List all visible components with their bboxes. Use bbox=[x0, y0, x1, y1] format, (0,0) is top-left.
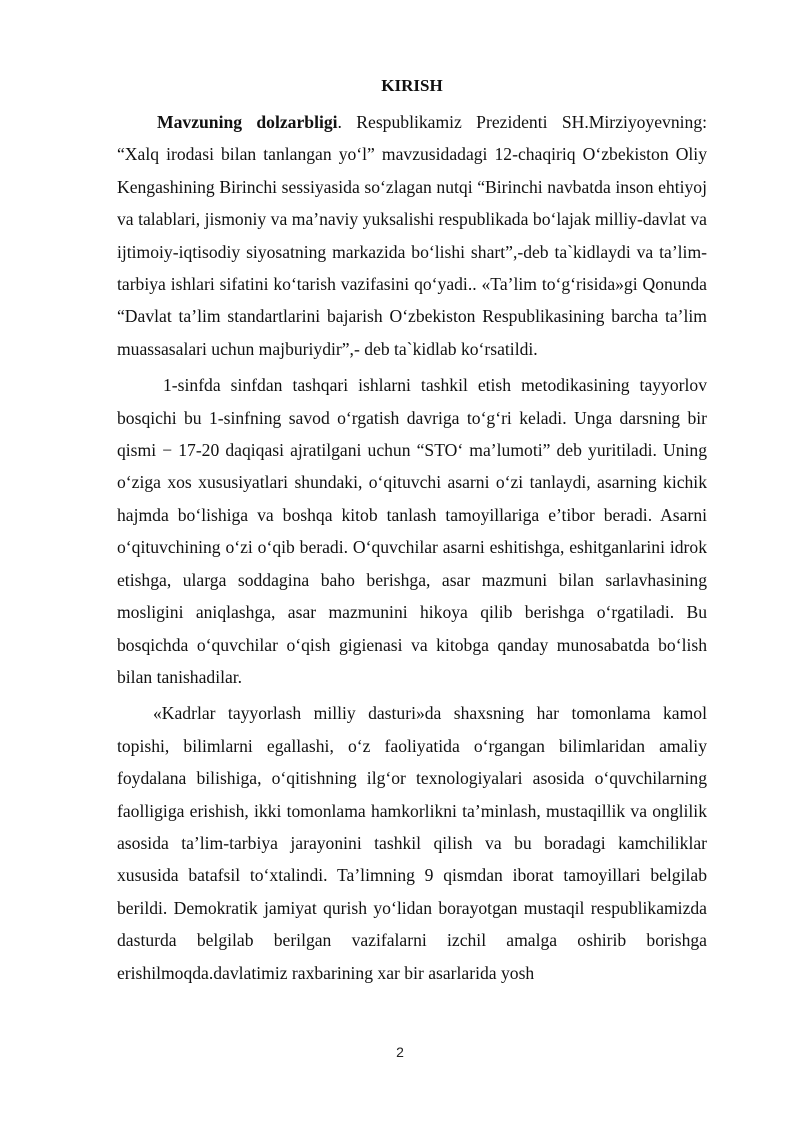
paragraph-national-program: «Kadrlar tayyorlash milliy dasturi»da shaxsning har tomonlama kamol topishi, bilimlarni egallashi, o‘z faoliyatida o‘rgangan bilimlaridan amaliy foydalana bilishiga, o‘qitishning ilg‘or texnologiyalari asosida o‘quvchilarning faolligiga erishish, ikki tomonlama hamkorlikni ta’minlash, mustaqillik va onglilik asosida ta’lim-tarbiya jarayonini tashkil qilish va bu boradagi kamchiliklar xususida batafsil to‘xtalindi. Ta’limning 9 qismdan iborat tamoyillari belgilab berildi. Demokratik jamiyat qurish yo‘lidan borayotgan mustaqil respublikamizda dasturda belgilab berilgan vazifalarni izchil amalga oshirib borishga erishilmoqda.davlatimiz raxbarining xar bir asarlarida yosh bbox=[117, 703, 707, 983]
page-title: KIRISH bbox=[381, 76, 443, 95]
paragraph-first-grade: 1-sinfda sinfdan tashqari ishlarni tashkil etish metodikasining tayyorlov bosqichi bu 1-sinfning savod o‘rgatish davriga to‘g‘ri keladi. Unga darsning bir qismi − 17-20 daqiqasi ajratilgani uchun “STO‘ ma’lumoti” deb yuritiladi. Uning o‘ziga xos xususiyatlari shundaki, o‘qituvchi asarni o‘zi tanlaydi, asarning kichik hajmda bo‘lishiga va boshqa kitob tanlash tamoyillariga e’tibor beradi. Asarni o‘qituvchining o‘zi o‘qib beradi. O‘quvchilar asarni eshitishga, eshitganlarini idrok etishga, ularga soddagina baho berishga, asar mazmuni bilan sarlavhasining mosligini aniqlashga, asar mazmunini hikoya qilib berishga o‘rgatiladi. Bu bosqichda o‘quvchilar o‘qish gigienasi va kitobga qanday munosabatda bo‘lish bilan tanishadilar. bbox=[117, 375, 707, 687]
page-content bbox=[117, 70, 707, 989]
paragraph-text: . Respublikamiz Prezidenti SH.Mirziyoyevning: “Xalq irodasi bilan tanlangan yo‘l” mavzusidadagi 12-chaqiriq O‘zbekiston Oliy Kengashining Birinchi sessiyasida so‘zlagan nutqi “Birinchi navbatda inson ehtiyoj va talablari, jismoniy va ma’naviy yuksalishi respublikada bo‘lajak milliy-davlat va ijtimoiy-iqtisodiy siyosatning markazida bo‘lishi shart”,-deb ta`kidlaydi va ta’lim-tarbiya ishlari sifatini ko‘tarish vazifasini qo‘yadi.. «Ta’lim to‘g‘risida»gi Qonunda “Davlat ta’lim standartlarini bajarish O‘zbekiston Respublikasining barcha ta’lim muassasalari uchun majburiydir”,- deb ta`kidlab ko‘rsatildi. bbox=[117, 112, 707, 359]
page-number: 2 bbox=[396, 1044, 404, 1060]
paragraph-relevance bbox=[117, 106, 707, 365]
paragraph-lead: Mavzuning dolzarbligi bbox=[157, 112, 338, 132]
